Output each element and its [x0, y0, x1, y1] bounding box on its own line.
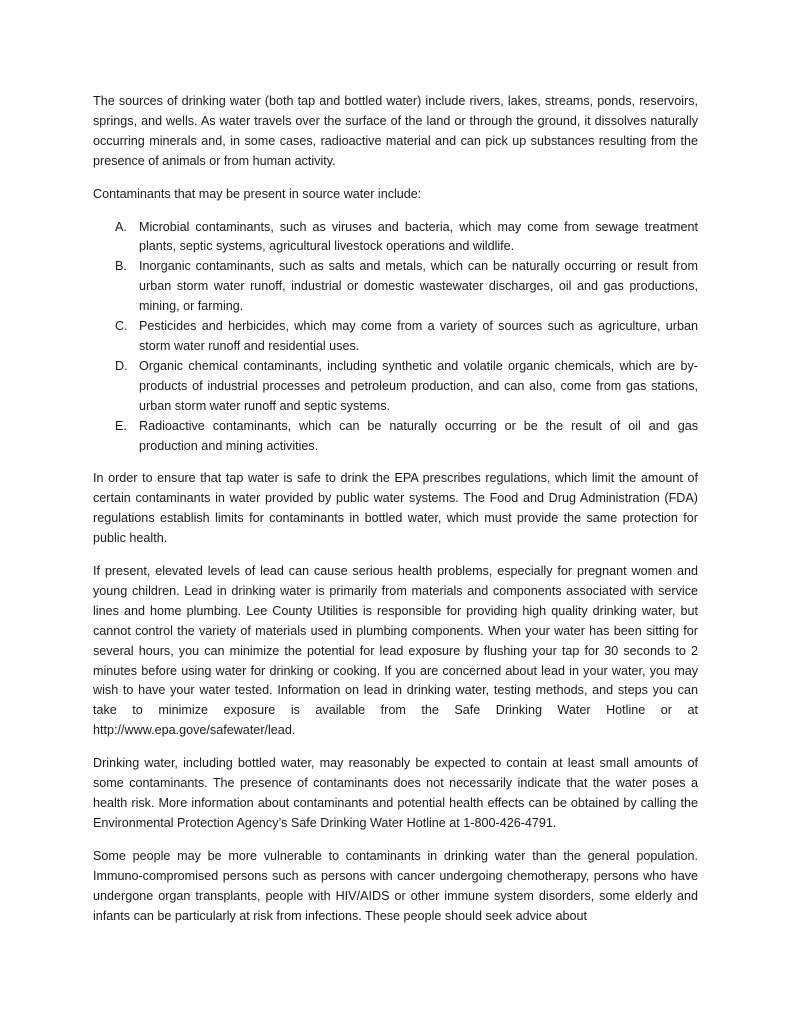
paragraph-water-sources: The sources of drinking water (both tap and bottled water) include rivers, lakes, streams, ponds, reservoirs, springs, and wells. As water travels over the surface of the land or through the ground, it dissolves naturally occurring minerals and, in some cases, radioactive material and can pick up substances resulting from the presence of animals or from human activity. [93, 94, 698, 168]
paragraph-bottled-water: Drinking water, including bottled water, may reasonably be expected to contain at least small amounts of some contaminants. The presence of contaminants does not necessarily indicate that the water poses a health risk. More information about contaminants and potential health effects can be obtained by calling the Environmental Protection Agency’s Safe Drinking Water Hotline at 1-800-426-4791. [93, 756, 698, 830]
list-item-text: Organic chemical contaminants, including synthetic and volatile organic chemicals, which are by-products of industrial processes and petroleum production, and can also, come from gas stations, urban storm water runoff and septic systems. [139, 358, 698, 413]
list-item-letter: E. [115, 418, 127, 433]
list-item-letter: D. [115, 358, 128, 373]
list-item-text: Radioactive contaminants, which can be naturally occurring or be the result of oil and gas production and mining activities. [139, 418, 698, 453]
list-item-text: Inorganic contaminants, such as salts and metals, which can be naturally occurring or result from urban storm water runoff, industrial or domestic wastewater discharges, oil and gas productions, mining, or farming. [139, 259, 698, 314]
list-item [93, 357, 698, 417]
list-item [93, 218, 698, 258]
list-item [93, 317, 698, 357]
paragraph-contaminants-intro: Contaminants that may be present in source water include: [93, 186, 422, 201]
list-item-letter: C. [115, 319, 128, 334]
paragraph-lead: If present, elevated levels of lead can cause serious health problems, especially for pregnant women and young children. Lead in drinking water is primarily from materials and components associated with service lines and home plumbing. Lee County Utilities is responsible for providing high quality drinking water, but cannot control the variety of materials used in plumbing components. When your water has been sitting for several hours, you can minimize the potential for lead exposure by flushing your tap for 30 seconds to 2 minutes before using water for drinking or cooking. If you are concerned about lead in your water, you may wish to have your water tested. Information on lead in drinking water, testing methods, and steps you can take to minimize exposure is available from the Safe Drinking Water Hotline or at http://www.epa.gove/safewater/lead. [93, 564, 698, 738]
list-item-letter: B. [115, 259, 127, 274]
contaminant-list [93, 218, 698, 457]
paragraph-epa-regulations: In order to ensure that tap water is safe to drink the EPA prescribes regulations, which limit the amount of certain contaminants in water provided by public water systems. The Food and Drug Administration (FDA) regulations establish limits for contaminants in bottled water, which must provide the same protection for public health. [93, 471, 698, 546]
list-item [93, 417, 698, 457]
paragraph-vulnerable-people: Some people may be more vulnerable to contaminants in drinking water than the general population. Immuno-compromised persons such as persons with cancer undergoing chemotherapy, persons who have undergone organ transplants, people with HIV/AIDS or other immune system disorders, some elderly and infants can be particularly at risk from infections. These people should seek advice about [93, 848, 698, 923]
list-item [93, 257, 698, 317]
list-item-text: Microbial contaminants, such as viruses and bacteria, which may come from sewage treatment plants, septic systems, agricultural livestock operations and wildlife. [139, 219, 698, 254]
list-item-letter: A. [115, 219, 127, 234]
list-item-text: Pesticides and herbicides, which may come from a variety of sources such as agriculture, urban storm water runoff and residential uses. [139, 319, 698, 353]
